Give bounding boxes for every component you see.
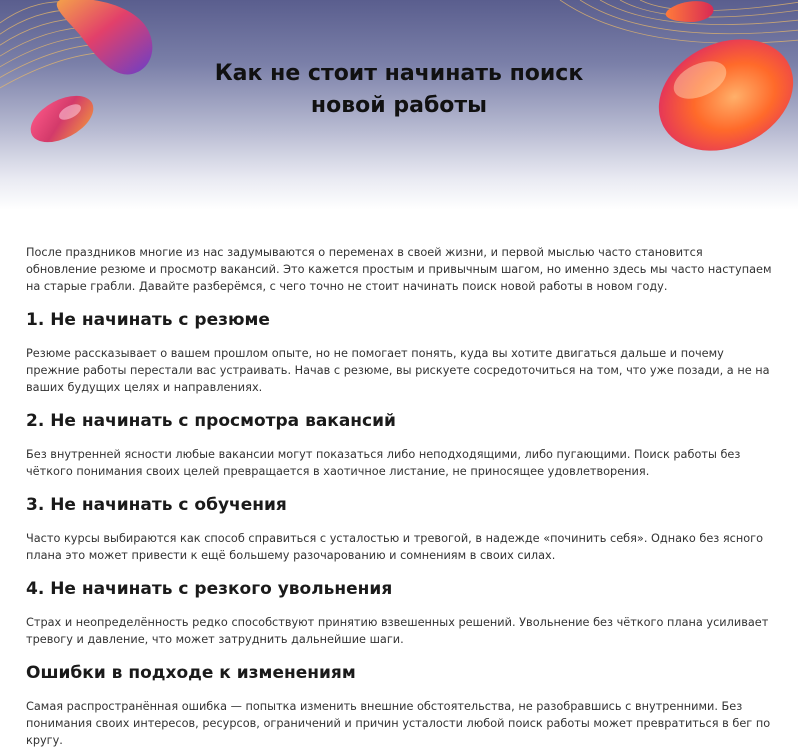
top-right-blob xyxy=(666,1,714,22)
section-text-1: Резюме рассказывает о вашем прошлом опыте, но не помогает понять, куда вы хотите двигаться дальше и почему прежние работы перестали вас устраивать. Начав с резюме, вы рискуете сосредоточиться на том, что уже позади, а не на ваших будущих целях и направлениях. xyxy=(26,347,770,394)
section-heading-1: 1. Не начинать с резюме xyxy=(26,310,270,330)
title-line-1: Как не стоит начинать поиск xyxy=(214,61,584,86)
section-heading-5: Ошибки в подходе к изменениям xyxy=(26,663,356,683)
section-text-5: Самая распространённая ошибка — попытка изменить внешние обстоятельства, не разобравшись с внутренними. Без понимания своих интересов, ресурсов, ограничений и причин усталости любой поиск работы может превратиться в бег по кругу. xyxy=(26,700,771,747)
section-text-3: Часто курсы выбираются как способ справиться с усталостью и тревогой, в надежде «починить себя». Однако без ясного плана это может привести к ещё большему разочарованию и сомнениям в своих силах. xyxy=(26,532,764,562)
article-body xyxy=(26,244,776,749)
intro-paragraph: После праздников многие из нас задумываются о переменах в своей жизни, и первой мыслью часто становится обновление резюме и просмотр вакансий. Это кажется простым и привычным шагом, но именно здесь мы часто наступаем на старые грабли. Давайте разберёмся, с чего точно не стоит начинать поиск новой работы в новом году. xyxy=(26,246,772,293)
page-title xyxy=(0,58,798,122)
section-heading-3: 3. Не начинать с обучения xyxy=(26,495,287,515)
section-text-4: Страх и неопределённость редко способствуют принятию взвешенных решений. Увольнение без чёткого плана усиливает тревогу и давление, что может затруднить дальнейшие шаги. xyxy=(26,616,769,646)
section-heading-2: 2. Не начинать с просмотра вакансий xyxy=(26,411,396,431)
section-text-2: Без внутренней ясности любые вакансии могут показаться либо неподходящими, либо пугающими. Поиск работы без чёткого понимания своих целей превращается в хаотичное листание, не приносящее удовлетворения. xyxy=(26,448,741,478)
title-line-2: новой работы xyxy=(310,93,488,118)
hero-banner xyxy=(0,0,798,210)
section-heading-4: 4. Не начинать с резкого увольнения xyxy=(26,579,393,599)
